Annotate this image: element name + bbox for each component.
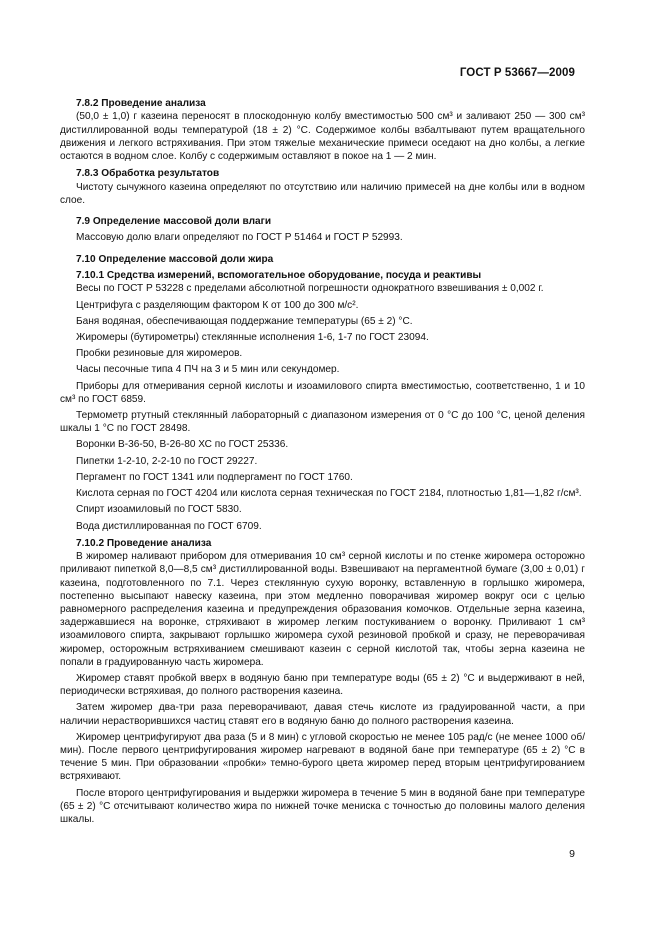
list-item: Жиромеры (бутирометры) стеклянные исполнения 1-6, 1-7 по ГОСТ 23094.: [76, 332, 429, 344]
list-item: Пипетки 1-2-10, 2-2-10 по ГОСТ 29227.: [76, 455, 258, 467]
list-item: Термометр ртутный стеклянный лабораторный с диапазоном измерения от 0 °С до 100 °С, ценой деления шкалы 1 °С по ГОСТ 28498.: [60, 410, 585, 435]
section-heading-7-10-1: 7.10.1 Средства измерений, вспомогательное оборудование, посуда и реактивы: [76, 270, 482, 282]
section-heading-7-8-3: 7.8.3 Обработка результатов: [76, 168, 220, 180]
list-item: Пергамент по ГОСТ 1341 или подпергамент по ГОСТ 1760.: [76, 471, 353, 483]
list-item: Весы по ГОСТ Р 53228 с пределами абсолютной погрешности однократного взвешивания ± 0,002 г.: [76, 283, 544, 295]
document-body: [60, 97, 585, 826]
list-item: Спирт изоамиловый по ГОСТ 5830.: [76, 504, 242, 516]
section-heading-7-9: 7.9 Определение массовой доли влаги: [76, 216, 272, 228]
list-item: Пробки резиновые для жиромеров.: [76, 348, 243, 360]
list-item: Приборы для отмеривания серной кислоты и изоамилового спирта вместимостью, соответственно, 1 и 10 см³ по ГОСТ 6859.: [60, 380, 585, 405]
list-item: Центрифуга с разделяющим фактором К от 100 до 300 м/с².: [76, 299, 359, 311]
paragraph: В жиромер наливают прибором для отмеривания 10 см³ серной кислоты и по стенке жиромера осторожно приливают пипеткой 8,0—8,5 см³ дистиллированной воды. Взвешивают на пергаментной бумаге (3,00 ± 0,01) г казеина, подготовленного по 7.1. Через стеклянную сухую воронку, вставленную в горлышко жиромера, постепенно высыпают навеску казеина, при этом медленно поворачивая жиромер вокруг оси с целью равномерного распределения казеина и предупреждения образования комочков. Отдельные зерна казеина, задержавшиеся на воронке, стряхивают в жиромер легким постукиванием о воронку. Приливают 1 см³ изоамилового спирта, закрывают горлышко жиромера сухой резиновой пробкой и сразу, не переворачивая жиромер, осторожным встряхиванием смешивают казеин с серной кислотой так, чтобы зерна казеина не попали в градуированную часть жиромера.: [60, 551, 585, 668]
paragraph: Жиромер ставят пробкой вверх в водяную баню при температуре воды (65 ± 2) °С и выдерживают в ней, периодически встряхивая, до полного растворения казеина.: [60, 672, 585, 698]
paragraph: Жиромер центрифугируют два раза (5 и 8 мин) с угловой скоростью не менее 105 рад/с (не менее 1000 об/мин). После первого центрифугирования жиромер нагревают в водяной бане при температуре (65 ± 2) °С в течение 5 мин. При образовании «пробки» темно-бурого цвета жиромер перед вторым центрифугированием встряхивают.: [60, 731, 585, 783]
document-code-header: ГОСТ Р 53667—2009: [459, 67, 575, 79]
section-heading-7-8-2: 7.8.2 Проведение анализа: [76, 98, 206, 109]
page-number: 9: [569, 848, 575, 860]
list-item: Кислота серная по ГОСТ 4204 или кислота серная техническая по ГОСТ 2184, плотностью 1,81—1,82 г/см³.: [76, 488, 582, 500]
paragraph: Массовую долю влаги определяют по ГОСТ Р 51464 и ГОСТ Р 52993.: [76, 232, 403, 244]
paragraph: Чистоту сычужного казеина определяют по отсутствию или наличию примесей на дне колбы или в водном слое.: [60, 181, 585, 206]
list-item: Вода дистиллированная по ГОСТ 6709.: [76, 520, 262, 532]
list-item: Часы песочные типа 4 ПЧ на 3 и 5 мин или секундомер.: [76, 364, 340, 376]
list-item: Баня водяная, обеспечивающая поддержание температуры (65 ± 2) °С.: [76, 315, 413, 327]
paragraph: (50,0 ± 1,0) г казеина переносят в плоскодонную колбу вместимостью 500 см³ и заливают 250 — 300 см³ дистиллированной воды температурой (18 ± 2) °С. Содержимое колбы взбалтывают путем вращательного движения и легкого встряхивания. При этом тяжелые механические примеси оседают на дно колбы, а легкие остаются в водном слое. Колбу с содержимым оставляют в покое на 1 — 2 мин.: [60, 111, 585, 163]
section-heading-7-10-2: 7.10.2 Проведение анализа: [76, 537, 212, 549]
list-item: Воронки В-36-50, В-26-80 ХС по ГОСТ 25336.: [76, 439, 289, 451]
paragraph: После второго центрифугирования и выдержки жиромера в течение 5 мин в водяной бане при температуре (65 ± 2) °С отсчитывают количество жира по нижней точке мениска с точностью до половины малого деления шкалы.: [60, 787, 585, 825]
section-heading-7-10: 7.10 Определение массовой доли жира: [76, 253, 274, 265]
paragraph: Затем жиромер два-три раза переворачивают, давая стечь кислоте из градуированной части, а при наличии нерастворившихся частиц ставят его в водяную баню до полного растворения казеина.: [60, 702, 585, 727]
